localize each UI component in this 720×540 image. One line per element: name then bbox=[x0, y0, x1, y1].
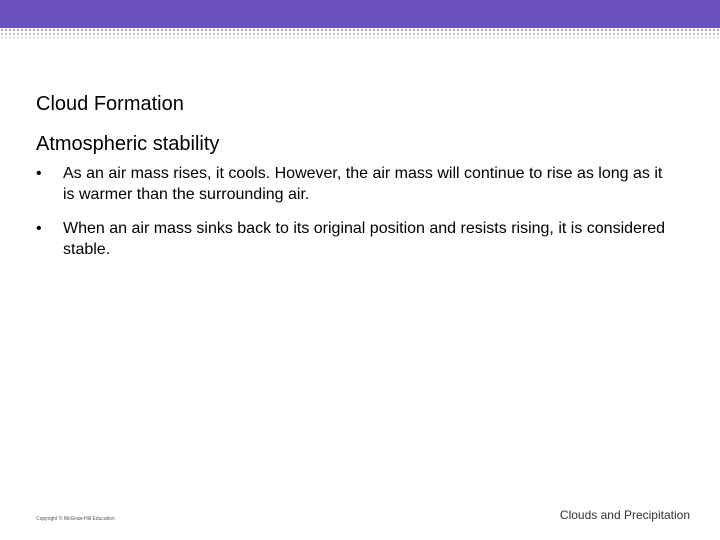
bullet-item bbox=[36, 163, 676, 205]
copyright-notice: Copyright © McGraw-Hill Education bbox=[36, 516, 115, 522]
slide-subtitle: Atmospheric stability bbox=[36, 133, 220, 155]
footer-section-title: Clouds and Precipitation bbox=[559, 508, 690, 522]
bullet-list bbox=[36, 163, 676, 273]
bullet-text: As an air mass rises, it cools. However, the air mass will continue to rise as long as it is warmer than the surrounding air. bbox=[63, 165, 663, 203]
slide-title: Cloud Formation bbox=[36, 93, 184, 115]
bullet-item bbox=[36, 218, 676, 260]
header-band bbox=[0, 0, 720, 28]
bullet-text: When an air mass sinks back to its original position and resists rising, it is considered stable. bbox=[63, 220, 666, 258]
bullet-icon: • bbox=[36, 165, 42, 182]
header-dot-fade bbox=[0, 28, 720, 38]
bullet-icon: • bbox=[36, 220, 42, 237]
